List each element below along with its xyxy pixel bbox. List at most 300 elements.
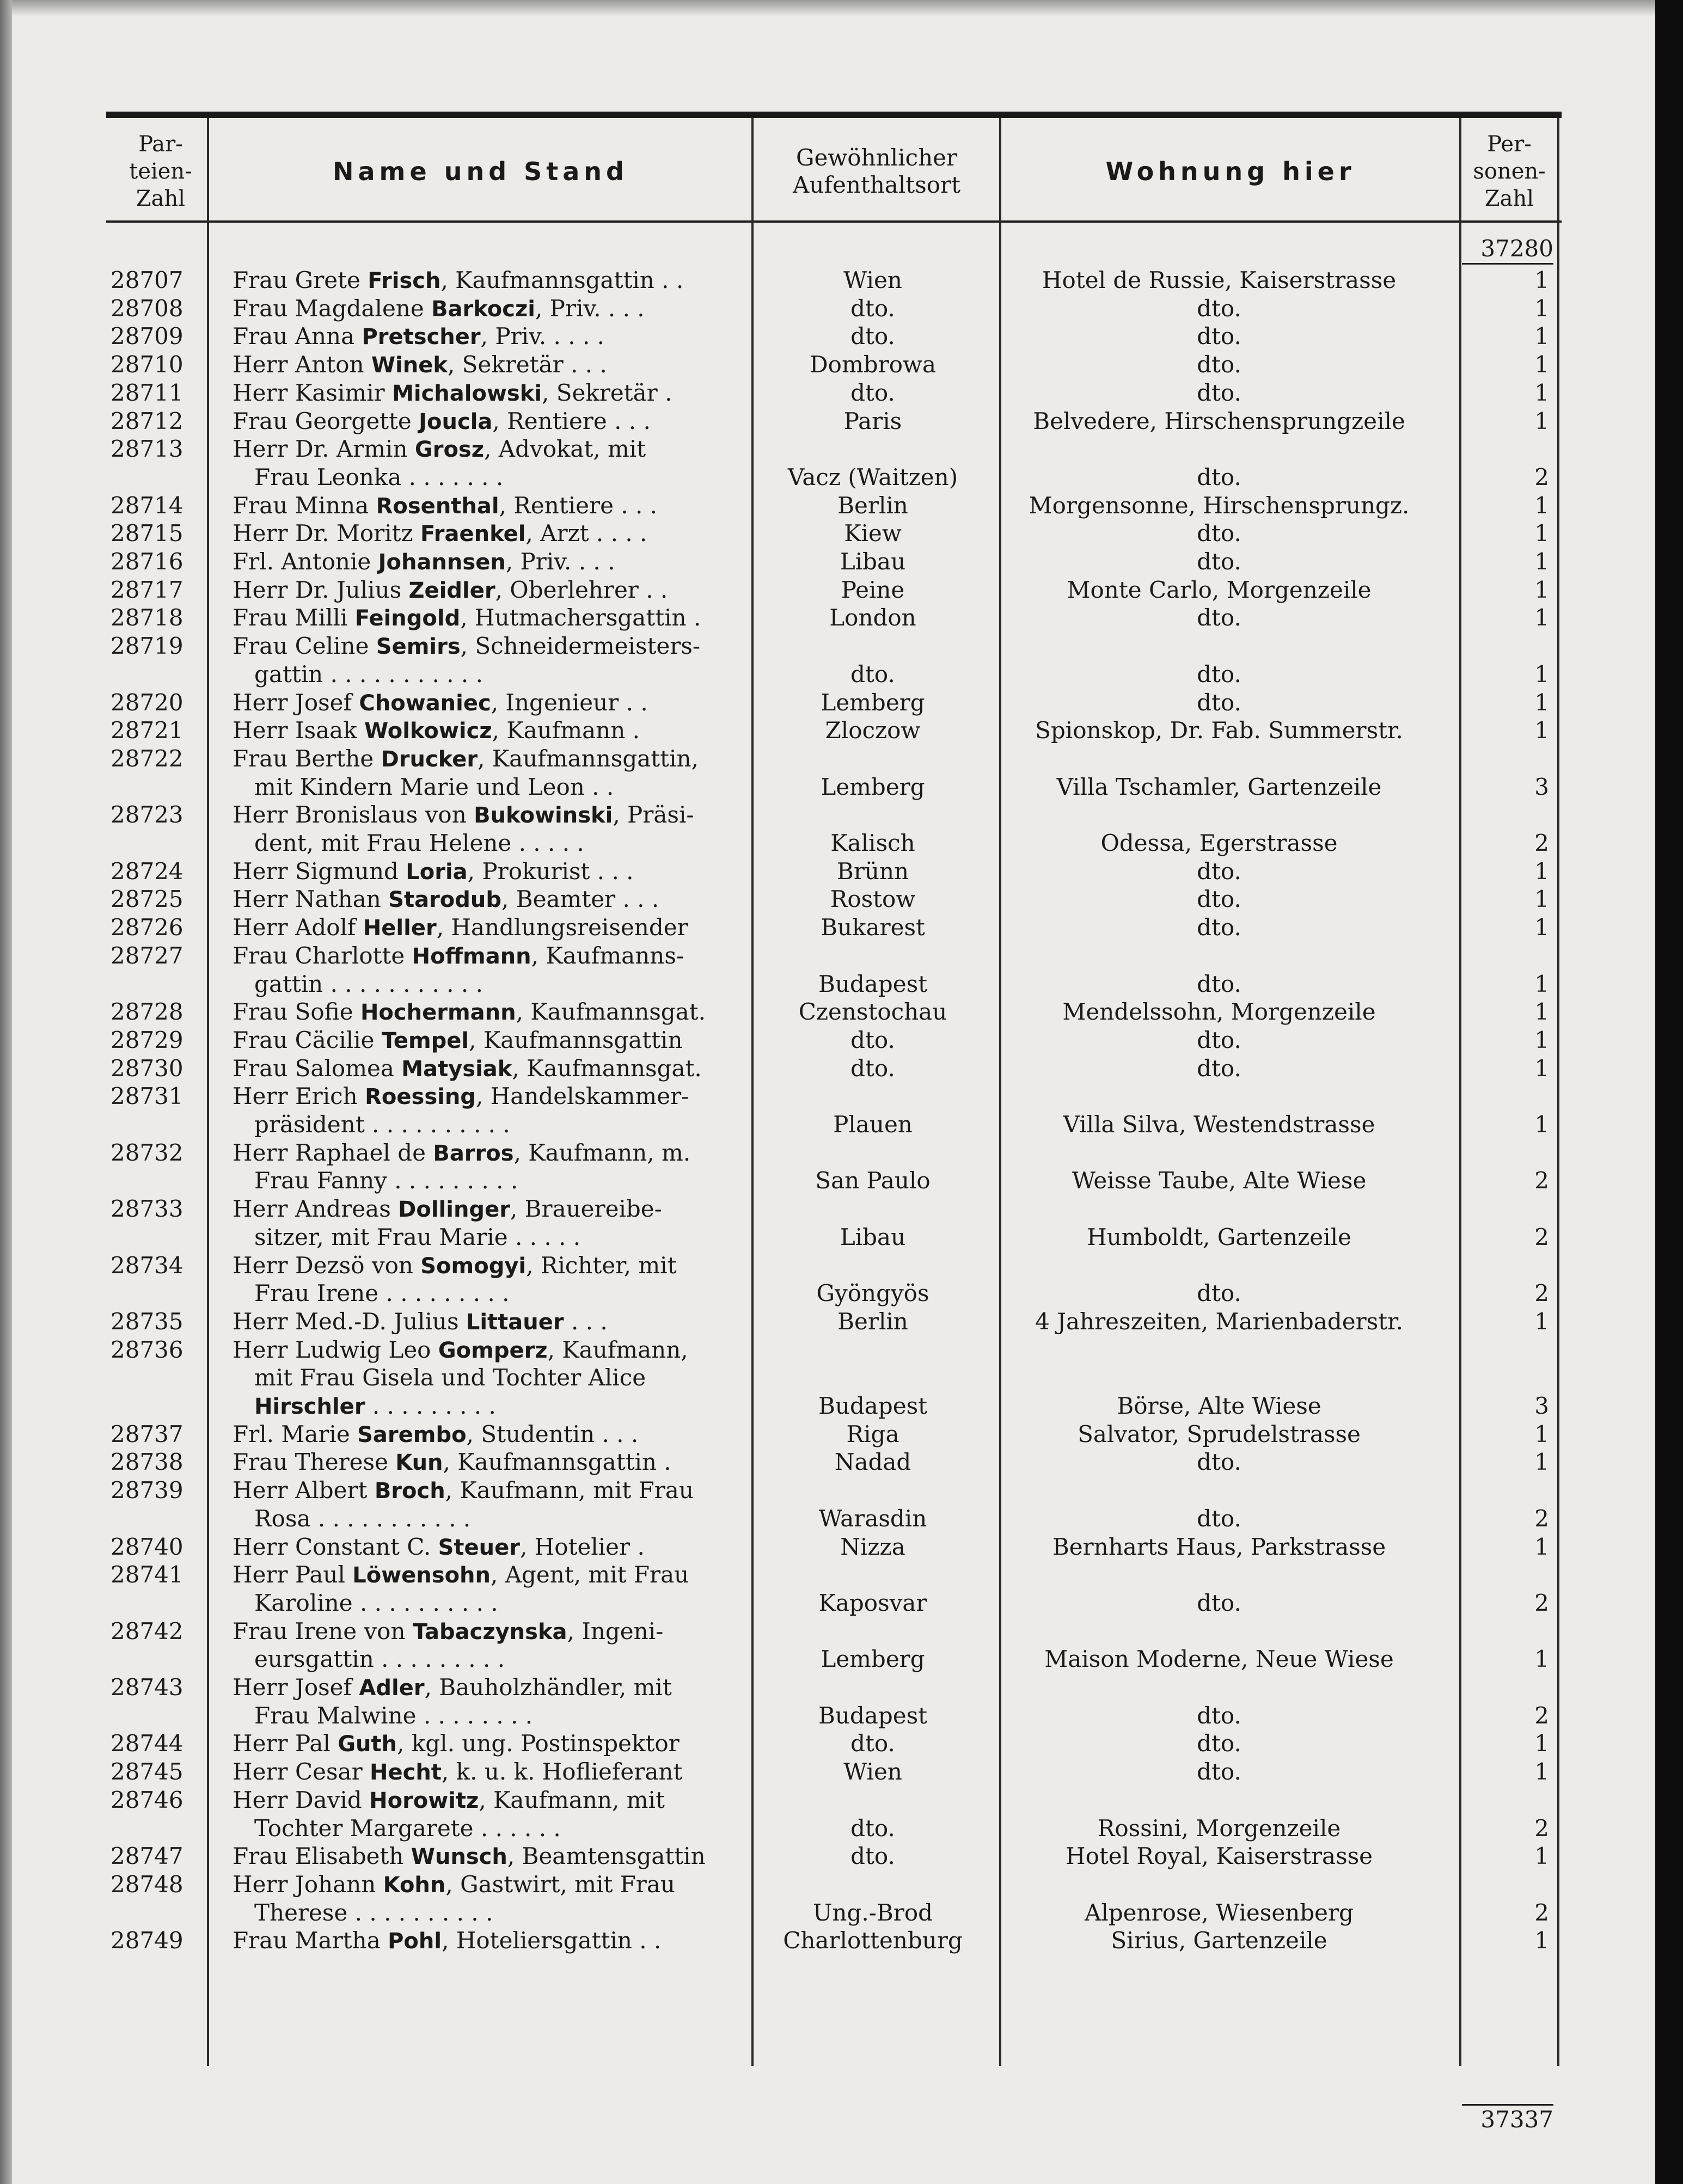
entry-number-text: 28724 [111, 858, 183, 885]
entry-aufenthaltsort: dto. [850, 1843, 895, 1869]
entry-personen: 3 [1534, 1392, 1549, 1419]
entry-name-stand [232, 1786, 859, 1815]
entry-surname: Drucker [381, 747, 478, 772]
table-row [106, 266, 1562, 295]
table-row [106, 998, 1562, 1026]
entry-number-text: 28727 [111, 942, 183, 969]
entry-name-stand [232, 1195, 859, 1224]
entry-name-prefix: Frau Anna [232, 323, 362, 349]
entry-aufenthaltsort: Berlin [837, 1308, 908, 1335]
entry-personen: 1 [1534, 1927, 1549, 1954]
entry-name-suffix: , Kaufmann . [492, 717, 640, 744]
entry-name-prefix: Herr Dr. Julius [232, 576, 409, 603]
entry-surname: Michalowski [392, 381, 542, 406]
entry-personen: 2 [1534, 1167, 1549, 1194]
entry-surname: Semirs [376, 634, 461, 659]
entry-wohnung: dto. [1197, 858, 1241, 885]
entry-surname: Adler [359, 1676, 425, 1701]
entry-wohnung: Hotel de Russie, Kaiserstrasse [1042, 267, 1397, 293]
entry-wohnung: Weisse Taube, Alte Wiese [1072, 1167, 1367, 1194]
table-row [106, 1364, 1562, 1392]
entry-name-suffix: , Rentiere . . . [492, 408, 651, 434]
entry-aufenthaltsort: Nadad [834, 1449, 911, 1475]
entry-surname: Zeidler [408, 578, 495, 603]
entry-number-text: 28734 [111, 1252, 183, 1279]
entry-personen: 2 [1534, 1815, 1549, 1842]
entry-name-suffix: , Rentiere . . . [499, 492, 658, 519]
entry-name-prefix: Frau Elisabeth [232, 1843, 411, 1869]
entry-wohnung: dto. [1197, 886, 1241, 912]
entry-name-stand [232, 745, 859, 774]
entry-name-suffix: , Priv. . . . . [480, 323, 605, 349]
entry-number-text: 28743 [111, 1674, 183, 1701]
entry-name-prefix: präsident . . . . . . . . . . [232, 1111, 510, 1138]
entry-number-text: 28711 [111, 379, 183, 406]
entry-wohnung: dto. [1197, 1505, 1241, 1532]
entry-surname: Loria [406, 860, 468, 885]
entry-number [111, 1786, 203, 1814]
entry-number [111, 1308, 203, 1336]
entry-number [111, 1195, 203, 1223]
entry-wohnung: Salvator, Sprudelstrasse [1078, 1421, 1361, 1447]
entry-number-text: 28713 [111, 435, 183, 462]
header-parteien-zahl: Par-teien-Zahl [129, 131, 192, 211]
entry-name-prefix: Herr Johann [232, 1871, 383, 1898]
table-row [106, 1645, 1562, 1673]
carry-over-count: 37280 [1462, 235, 1553, 265]
entry-personen: 1 [1534, 858, 1549, 885]
entry-number [111, 1139, 203, 1167]
table-row [106, 1082, 1562, 1111]
table-row [106, 1842, 1562, 1870]
entry-personen: 1 [1534, 1646, 1549, 1672]
entry-aufenthaltsort: Riga [846, 1421, 899, 1447]
entry-aufenthaltsort: Peine [841, 576, 905, 603]
entry-aufenthaltsort: Libau [840, 1224, 906, 1250]
entry-personen: 1 [1534, 492, 1549, 519]
table-row [106, 351, 1562, 379]
entry-number [111, 716, 203, 745]
entry-surname: Guth [338, 1732, 397, 1757]
entry-surname: Pretscher [362, 324, 481, 349]
table-row [106, 801, 1562, 829]
entry-number [111, 942, 203, 970]
entry-personen: 1 [1534, 914, 1549, 941]
entry-name-stand [232, 1561, 859, 1590]
entry-name-suffix: . . . [564, 1308, 608, 1335]
entry-name-prefix: Frau Leonka . . . . . . . [232, 464, 504, 490]
entry-number [111, 1729, 203, 1758]
entry-name-prefix: Herr Cesar [232, 1758, 370, 1785]
entry-name-suffix: , Sekretär . . . [447, 351, 607, 378]
entry-number-text: 28749 [111, 1927, 183, 1954]
entry-name-stand [232, 1251, 859, 1280]
entry-aufenthaltsort: Zloczow [825, 717, 921, 744]
entry-wohnung: dto. [1197, 604, 1241, 631]
entry-number-text: 28721 [111, 717, 183, 744]
entry-number [111, 885, 203, 913]
header-personen-zahl: Per-sonen-Zahl [1473, 131, 1546, 211]
table-row [106, 463, 1562, 492]
entry-name-prefix: Herr David [232, 1787, 370, 1813]
entry-name-stand [232, 1082, 859, 1111]
entry-name-suffix: , Richter, mit [526, 1252, 677, 1279]
entry-number [111, 801, 203, 829]
entry-surname: Horowitz [369, 1788, 479, 1813]
entry-name-suffix: , Bauholzhändler, mit [424, 1674, 672, 1701]
table-row [106, 1251, 1562, 1280]
entry-name-suffix: , Kaufmann, mit Frau [445, 1477, 694, 1504]
entry-name-suffix: , Prokurist . . . [467, 858, 634, 885]
entry-name-prefix: mit Frau Gisela und Tochter Alice [232, 1364, 646, 1391]
entry-surname: Matysiak [401, 1057, 512, 1082]
entry-number-text: 28709 [111, 323, 183, 349]
header-rule [106, 220, 1562, 223]
entry-personen: 2 [1534, 464, 1549, 490]
entry-number-text: 28729 [111, 1027, 183, 1053]
entry-number-text: 28744 [111, 1730, 183, 1757]
entry-name-stand [232, 1673, 859, 1702]
entry-personen: 2 [1534, 830, 1549, 856]
table-row [106, 548, 1562, 576]
entry-number [111, 1870, 203, 1899]
entry-name-stand [232, 1476, 859, 1505]
entry-personen: 1 [1534, 576, 1549, 603]
entry-aufenthaltsort: dto. [850, 379, 895, 406]
entry-personen: 1 [1534, 1055, 1549, 1082]
entry-personen: 1 [1534, 1308, 1549, 1335]
page-shadow-top [0, 0, 1655, 16]
entry-wohnung: dto. [1197, 323, 1241, 349]
entry-name-prefix: Herr Constant C. [232, 1533, 438, 1560]
entry-number-text: 28722 [111, 745, 183, 772]
entry-number-text: 28735 [111, 1308, 183, 1335]
entry-personen: 1 [1534, 520, 1549, 547]
entry-wohnung: dto. [1197, 520, 1241, 547]
table-row [106, 970, 1562, 998]
entry-name-suffix: , Sekretär . [542, 379, 672, 406]
table-row [106, 913, 1562, 942]
entry-name-prefix: Herr Anton [232, 351, 371, 378]
entry-wohnung: dto. [1197, 1758, 1241, 1785]
entry-surname: Somogyi [420, 1254, 527, 1279]
entry-number-text: 28708 [111, 295, 183, 322]
table-row [106, 1139, 1562, 1167]
entry-personen: 2 [1534, 1280, 1549, 1306]
entry-surname: Littauer [466, 1310, 564, 1335]
table-row [106, 857, 1562, 886]
entry-number-text: 28733 [111, 1195, 183, 1222]
entry-aufenthaltsort: Kaposvar [818, 1590, 927, 1616]
entry-aufenthaltsort: Budapest [818, 971, 927, 997]
entry-name-suffix: . . . . . . . . . [365, 1392, 496, 1419]
entry-personen: 1 [1534, 689, 1549, 716]
entry-wohnung: dto. [1197, 689, 1241, 716]
entry-name-prefix: Frau Martha [232, 1927, 388, 1954]
entry-name-suffix: , Kaufmannsgattin . . [440, 267, 684, 293]
entry-number-text: 28732 [111, 1139, 183, 1166]
entry-wohnung: dto. [1197, 1055, 1241, 1082]
entry-name-prefix: Frau Salomea [232, 1055, 402, 1082]
entry-personen: 1 [1534, 971, 1549, 997]
entry-name-prefix: Frau Celine [232, 633, 376, 659]
entry-number-text: 28719 [111, 633, 183, 659]
entry-aufenthaltsort: Lemberg [821, 774, 925, 800]
entry-personen: 1 [1534, 717, 1549, 744]
entry-wohnung: Monte Carlo, Morgenzeile [1067, 576, 1372, 603]
entry-personen: 1 [1534, 379, 1549, 406]
table-row [106, 1814, 1562, 1843]
table-row [106, 1533, 1562, 1561]
entry-name-prefix: mit Kindern Marie und Leon . . [232, 774, 614, 800]
entry-surname: Dollinger [398, 1197, 510, 1222]
entry-surname: Rosenthal [376, 494, 499, 519]
entry-aufenthaltsort: Ung.-Brod [813, 1899, 933, 1926]
entry-surname: Heller [363, 916, 437, 941]
entry-aufenthaltsort: Kalisch [830, 830, 915, 856]
entry-wohnung: dto. [1197, 914, 1241, 941]
entry-number-text: 28741 [111, 1561, 183, 1588]
table-row [106, 689, 1562, 717]
entry-number [111, 745, 203, 773]
entry-name-suffix: , Hotelier . [519, 1533, 645, 1560]
entry-number [111, 407, 203, 435]
entry-number-text: 28731 [111, 1083, 183, 1109]
entry-number [111, 604, 203, 632]
entry-personen: 1 [1534, 1421, 1549, 1447]
entry-number-text: 28730 [111, 1055, 183, 1082]
entry-aufenthaltsort: Nizza [840, 1533, 905, 1560]
entry-name-suffix: , Präsi- [613, 801, 694, 828]
entry-number-text: 28746 [111, 1787, 183, 1813]
entry-aufenthaltsort: dto. [850, 1815, 895, 1842]
entry-surname: Johannsen [378, 550, 506, 575]
entry-wohnung: dto. [1197, 1590, 1241, 1616]
entry-name-suffix: , Studentin . . . [466, 1421, 639, 1447]
entry-wohnung: Börse, Alte Wiese [1117, 1392, 1321, 1419]
entry-number [111, 1251, 203, 1280]
entry-number [111, 1617, 203, 1646]
entry-wohnung: dto. [1197, 379, 1241, 406]
entry-name-prefix: Frau Charlotte [232, 942, 412, 969]
entry-surname: Tempel [381, 1028, 469, 1053]
entry-number [111, 266, 203, 295]
entry-number-text: 28726 [111, 914, 183, 941]
entry-personen: 1 [1534, 295, 1549, 322]
entry-number [111, 1561, 203, 1589]
entry-number-text: 28737 [111, 1421, 183, 1447]
table-row [106, 1195, 1562, 1223]
entry-number-text: 28748 [111, 1871, 183, 1898]
guest-register-table [106, 112, 1562, 2133]
entry-number [111, 1673, 203, 1702]
entry-wohnung: 4 Jahreszeiten, Marienbaderstr. [1035, 1308, 1403, 1335]
entry-number-text: 28739 [111, 1477, 183, 1504]
entry-number-text: 28747 [111, 1843, 183, 1869]
table-row [106, 942, 1562, 970]
entry-aufenthaltsort: Plauen [833, 1111, 913, 1138]
entry-number [111, 519, 203, 548]
entry-surname: Kun [395, 1450, 443, 1475]
entry-number [111, 435, 203, 463]
entry-surname: Barkoczi [431, 297, 535, 322]
entry-aufenthaltsort: dto. [850, 295, 895, 322]
entry-name-prefix: Herr Nathan [232, 886, 389, 912]
entry-surname: Roessing [365, 1084, 476, 1109]
entry-number-text: 28725 [111, 886, 183, 912]
entry-number [111, 632, 203, 660]
entry-personen: 2 [1534, 1702, 1549, 1729]
entry-name-prefix [232, 1392, 254, 1419]
entry-name-suffix: , Brauereibe- [510, 1195, 662, 1222]
entry-surname: Joucla [419, 409, 493, 434]
entry-name-prefix: Frau Irene . . . . . . . . . [232, 1280, 510, 1306]
entry-number [111, 576, 203, 604]
entry-aufenthaltsort: Libau [840, 548, 906, 575]
table-row [106, 745, 1562, 773]
entry-surname: Hochermann [360, 1000, 516, 1025]
entry-name-prefix: Herr Dr. Moritz [232, 520, 420, 547]
entry-name-suffix: , Kaufmannsgat. [516, 998, 706, 1025]
entry-wohnung: dto. [1197, 1730, 1241, 1757]
entry-wohnung: dto. [1197, 1702, 1241, 1729]
entry-wohnung: dto. [1197, 661, 1241, 688]
entry-surname: Gomperz [438, 1338, 548, 1363]
entry-number [111, 492, 203, 520]
entry-wohnung: Humboldt, Gartenzeile [1087, 1224, 1351, 1250]
entry-name-prefix: Frau Magdalene [232, 295, 432, 322]
entry-name-suffix: , Beamtensgattin [507, 1843, 706, 1869]
entry-number [111, 1420, 203, 1449]
entry-name-suffix: , Priv. . . . [505, 548, 615, 575]
table-row [106, 1448, 1562, 1476]
entry-number [111, 1842, 203, 1870]
entry-number [111, 351, 203, 379]
entry-number-text: 28736 [111, 1336, 183, 1363]
entry-number [111, 1758, 203, 1786]
entry-number [111, 1927, 203, 1955]
entry-name-suffix: , Hutmachersgattin . [460, 604, 701, 631]
entry-number [111, 1336, 203, 1364]
entry-number [111, 857, 203, 886]
entry-name-suffix: , Kaufmannsgattin [469, 1027, 683, 1053]
entry-wohnung: Sirius, Gartenzeile [1111, 1927, 1327, 1954]
entry-aufenthaltsort: San Paulo [815, 1167, 931, 1194]
entry-name-prefix: Frau Irene von [232, 1618, 413, 1645]
entry-name-prefix: Frau Malwine . . . . . . . . [232, 1702, 533, 1729]
entry-aufenthaltsort: Czenstochau [798, 998, 947, 1025]
entry-number-text: 28720 [111, 689, 183, 716]
entry-name-prefix: Herr Sigmund [232, 858, 406, 885]
entry-surname: Chowaniec [359, 691, 491, 716]
entry-number [111, 1476, 203, 1505]
table-row [106, 885, 1562, 913]
table-row [106, 716, 1562, 745]
entry-name-prefix: Herr Paul [232, 1561, 353, 1588]
entry-aufenthaltsort: Lemberg [821, 1646, 925, 1672]
entry-surname: Wunsch [411, 1844, 507, 1869]
entry-number-text: 28712 [111, 408, 183, 434]
entry-number-text: 28707 [111, 267, 183, 293]
entry-number-text: 28714 [111, 492, 183, 519]
entry-wohnung: dto. [1197, 351, 1241, 378]
entry-name-suffix: , k. u. k. Hoflieferant [441, 1758, 683, 1785]
entry-name-prefix: Karoline . . . . . . . . . . [232, 1590, 498, 1616]
entry-name-prefix: gattin . . . . . . . . . . . [232, 661, 483, 688]
entry-name-prefix: Herr Josef [232, 1674, 359, 1701]
page-shadow-left [0, 0, 12, 2184]
table-row [106, 519, 1562, 548]
entry-number [111, 913, 203, 942]
entry-name-suffix: , Schneidermeisters- [460, 633, 701, 659]
entry-name-stand [232, 1870, 859, 1899]
entry-name-stand [232, 801, 859, 830]
entry-aufenthaltsort: Charlottenburg [783, 1927, 963, 1954]
entry-wohnung: Morgensonne, Hirschensprungz. [1029, 492, 1410, 519]
entry-personen: 2 [1534, 1224, 1549, 1250]
entry-surname: Sarembo [357, 1422, 467, 1447]
entry-aufenthaltsort: Wien [843, 1758, 902, 1785]
entry-personen: 1 [1534, 1730, 1549, 1757]
table-row [106, 1026, 1562, 1054]
entry-name-suffix: , Gastwirt, mit Frau [445, 1871, 675, 1898]
entry-wohnung: Rossini, Morgenzeile [1097, 1815, 1341, 1842]
entry-personen: 1 [1534, 661, 1549, 688]
entry-surname: Wolkowicz [364, 719, 492, 744]
entry-surname: Feingold [354, 606, 461, 631]
entry-surname: Pohl [388, 1929, 442, 1954]
entry-name-suffix: , Beamter . . . [501, 886, 659, 912]
entry-wohnung: Odessa, Egerstrasse [1100, 830, 1338, 856]
entry-personen: 1 [1534, 408, 1549, 434]
entry-number [111, 1448, 203, 1476]
table-row [106, 1054, 1562, 1083]
entry-wohnung: Hotel Royal, Kaiserstrasse [1065, 1843, 1373, 1869]
table-row [106, 1476, 1562, 1505]
entry-name-prefix: Herr Pal [232, 1730, 338, 1757]
table-row [106, 1223, 1562, 1251]
entry-aufenthaltsort: Brünn [836, 858, 909, 885]
entry-name-prefix: gattin . . . . . . . . . . . [232, 971, 483, 997]
entry-personen: 1 [1534, 604, 1549, 631]
top-rule [106, 112, 1562, 118]
entry-wohnung: Bernharts Haus, Parkstrasse [1052, 1533, 1386, 1560]
entry-name-prefix: Frau Fanny . . . . . . . . . [232, 1167, 518, 1194]
entry-name-suffix: , kgl. ung. Postinspektor [397, 1730, 680, 1757]
entry-aufenthaltsort: Gyöngyös [816, 1280, 929, 1306]
entry-name-prefix: Herr Dezsö von [232, 1252, 421, 1279]
entry-name-stand [232, 1336, 859, 1365]
entry-aufenthaltsort: dto. [850, 1027, 895, 1053]
entry-name-prefix: Herr Raphael de [232, 1139, 433, 1166]
entry-name-prefix: Herr Albert [232, 1477, 375, 1504]
entry-aufenthaltsort: London [829, 604, 916, 631]
table-row [106, 407, 1562, 435]
entry-personen: 2 [1534, 1505, 1549, 1532]
table-row [106, 379, 1562, 407]
table-row [106, 660, 1562, 689]
entry-name-stand [232, 632, 859, 661]
entry-wohnung: Maison Moderne, Neue Wiese [1044, 1646, 1394, 1672]
entry-surname: Hirschler [254, 1394, 365, 1419]
entry-name-prefix: sitzer, mit Frau Marie . . . . . [232, 1224, 581, 1250]
entry-name-prefix: Therese . . . . . . . . . . [232, 1899, 493, 1926]
entry-aufenthaltsort: Bukarest [821, 914, 925, 941]
entry-wohnung: dto. [1197, 1027, 1241, 1053]
entry-number-text: 28717 [111, 576, 183, 603]
entry-number-text: 28740 [111, 1533, 183, 1560]
entry-wohnung: dto. [1197, 464, 1241, 490]
